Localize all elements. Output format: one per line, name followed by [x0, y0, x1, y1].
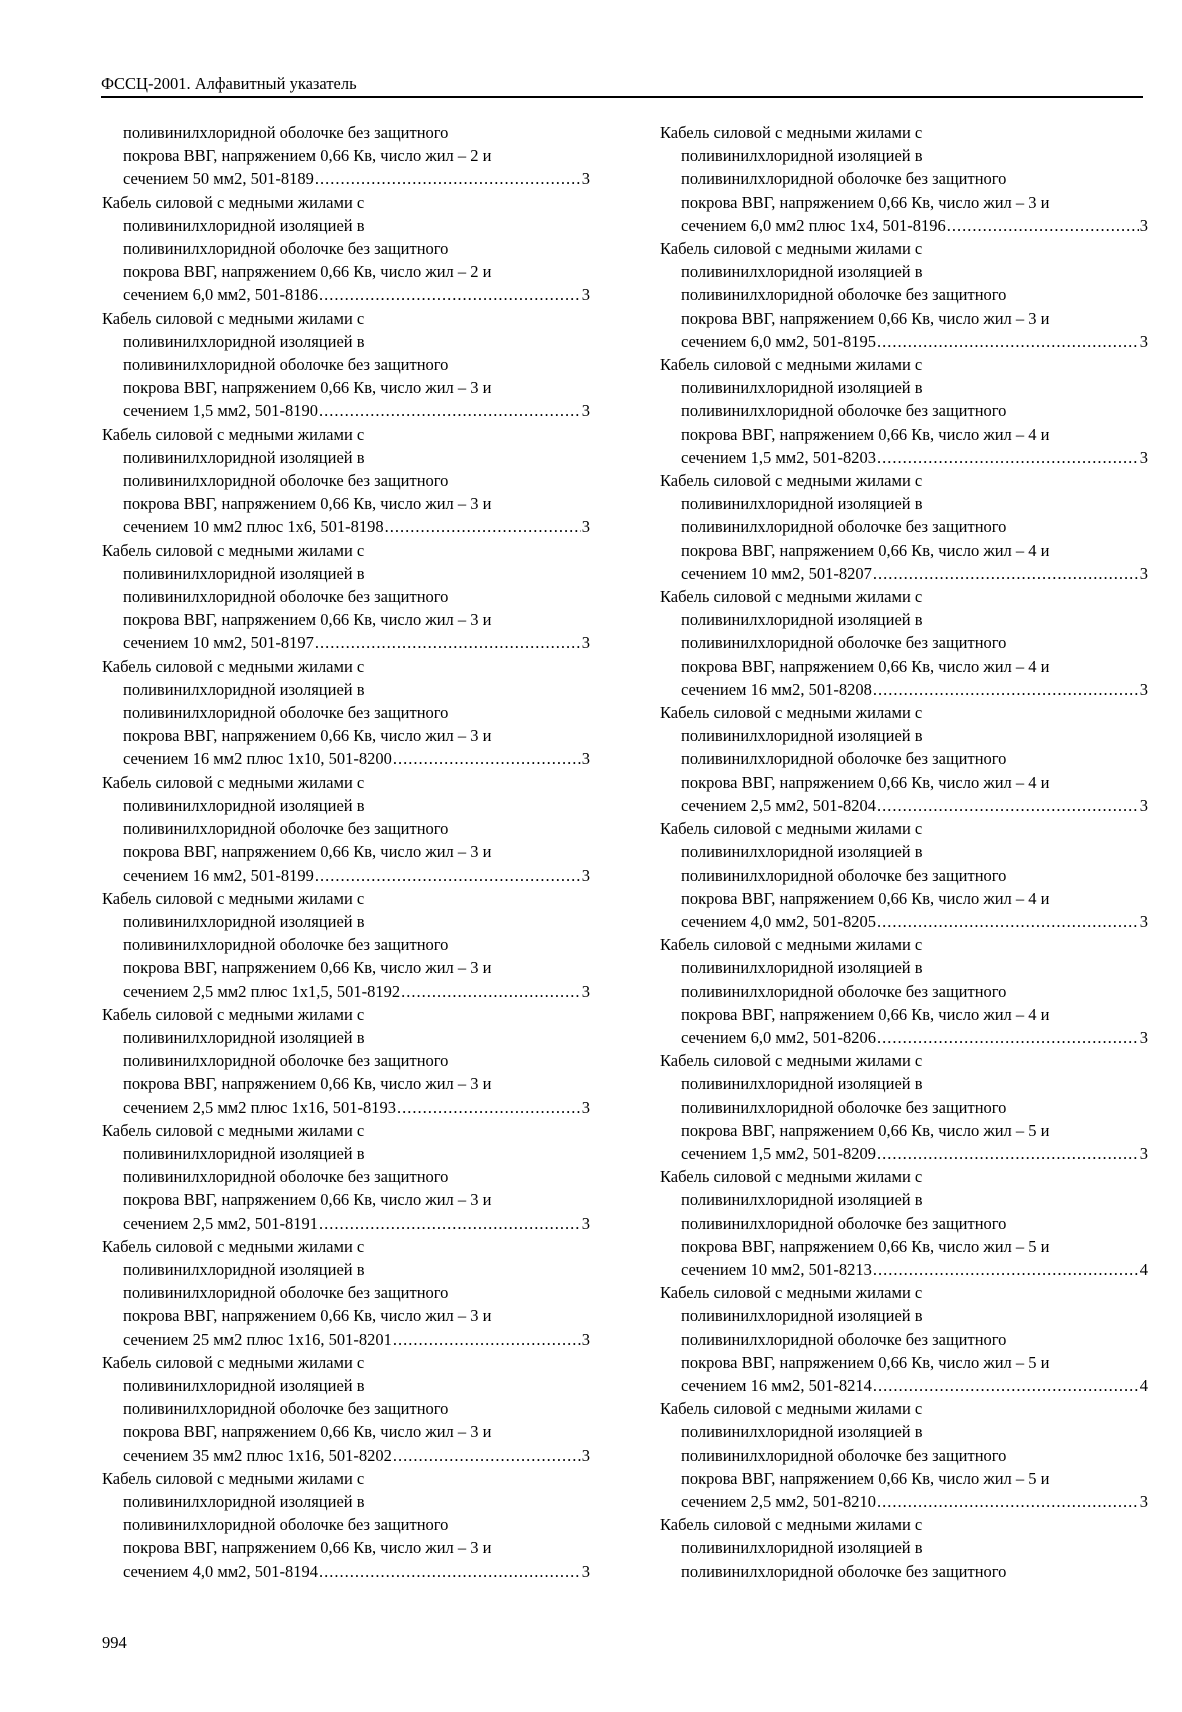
entry-text: сечением 2,5 мм2 плюс 1х16, 501-8193: [123, 1097, 396, 1117]
entry-line: поливинилхлоридной изоляцией в: [681, 1074, 923, 1094]
entry-line: покрова ВВГ, напряжением 0,66 Кв, число жил – 5 и: [681, 1468, 1050, 1488]
index-entry: [660, 1049, 1148, 1165]
header-title: ФССЦ-2001. Алфавитный указатель: [101, 74, 357, 93]
entry-line: поливинилхлоридной оболочке без защитного: [681, 1097, 1007, 1117]
dot-leader: [401, 980, 581, 1003]
entry-page-ref: 3: [581, 1213, 590, 1233]
entry-line: поливинилхлоридной оболочке без защитного: [123, 703, 449, 723]
entry-line: поливинилхлоридной оболочке без защитного: [681, 981, 1007, 1001]
entry-last-line: [102, 1560, 590, 1583]
entry-line: покрова ВВГ, напряжением 0,66 Кв, число жил – 4 и: [681, 540, 1050, 560]
entry-last-line: [102, 980, 590, 1003]
entry-line: Кабель силовой с медными жилами с: [102, 308, 365, 328]
entry-line: поливинилхлоридной оболочке без защитного: [681, 517, 1007, 537]
entry-line: покрова ВВГ, напряжением 0,66 Кв, число жил – 3 и: [681, 308, 1050, 328]
entry-line: Кабель силовой с медными жилами с: [660, 1167, 923, 1187]
entry-page-ref: 3: [1139, 331, 1148, 351]
entry-text: сечением 10 мм2 плюс 1х6, 501-8198: [123, 517, 384, 537]
entry-text: сечением 4,0 мм2, 501-8194: [123, 1561, 318, 1581]
entry-line: поливинилхлоридной оболочке без защитного: [681, 1561, 1007, 1581]
entry-line: поливинилхлоридной изоляцией в: [123, 215, 365, 235]
entry-line: поливинилхлоридной изоляцией в: [123, 1143, 365, 1163]
entry-text: сечением 10 мм2, 501-8207: [681, 563, 872, 583]
entry-text: сечением 50 мм2, 501-8189: [123, 169, 314, 189]
dot-leader: [877, 1026, 1139, 1049]
entry-line: поливинилхлоридной изоляцией в: [681, 1538, 923, 1558]
entry-line: поливинилхлоридной изоляцией в: [123, 1027, 365, 1047]
entry-text: сечением 16 мм2, 501-8214: [681, 1375, 872, 1395]
entry-page-ref: 3: [581, 633, 590, 653]
entry-line: поливинилхлоридной изоляцией в: [681, 1306, 923, 1326]
entry-line: Кабель силовой с медными жилами с: [102, 1004, 365, 1024]
entry-text: сечением 35 мм2 плюс 1х16, 501-8202: [123, 1445, 392, 1465]
entry-line: Кабель силовой с медными жилами с: [102, 888, 365, 908]
entry-line: покрова ВВГ, напряжением 0,66 Кв, число жил – 3 и: [681, 192, 1050, 212]
entry-text: сечением 6,0 мм2, 501-8206: [681, 1027, 876, 1047]
index-entry: [660, 933, 1148, 1049]
entry-line: Кабель силовой с медными жилами с: [102, 1236, 365, 1256]
entry-line: Кабель силовой с медными жилами с: [660, 819, 923, 839]
entry-page-ref: 3: [581, 1561, 590, 1581]
dot-leader: [393, 1444, 581, 1467]
entry-page-ref: 3: [1139, 795, 1148, 815]
entry-page-ref: 3: [1139, 215, 1148, 235]
entry-page-ref: 3: [581, 981, 590, 1001]
entry-page-ref: 3: [581, 285, 590, 305]
entry-text: сечением 16 мм2 плюс 1х10, 501-8200: [123, 749, 392, 769]
entry-last-line: [660, 1490, 1148, 1513]
dot-leader: [873, 1258, 1139, 1281]
entry-line: покрова ВВГ, напряжением 0,66 Кв, число жил – 5 и: [681, 1236, 1050, 1256]
entry-last-line: [660, 1142, 1148, 1165]
dot-leader: [877, 446, 1139, 469]
entry-line: поливинилхлоридной изоляцией в: [681, 726, 923, 746]
entry-line: поливинилхлоридной изоляцией в: [681, 958, 923, 978]
entry-last-line: [660, 910, 1148, 933]
index-entry: [660, 237, 1148, 353]
entry-page-ref: 3: [1139, 679, 1148, 699]
entry-line: поливинилхлоридной оболочке без защитного: [123, 1051, 449, 1071]
dot-leader: [319, 399, 581, 422]
entry-line: Кабель силовой с медными жилами с: [660, 123, 923, 142]
entry-text: сечением 6,0 мм2 плюс 1х4, 501-8196: [681, 215, 946, 235]
entry-line: покрова ВВГ, напряжением 0,66 Кв, число жил – 5 и: [681, 1120, 1050, 1140]
index-column-right: [660, 121, 1148, 1583]
entry-last-line: [660, 562, 1148, 585]
entry-last-line: [660, 794, 1148, 817]
entry-text: сечением 10 мм2, 501-8197: [123, 633, 314, 653]
entry-page-ref: 3: [1139, 1143, 1148, 1163]
entry-page-ref: 3: [581, 517, 590, 537]
dot-leader: [873, 562, 1139, 585]
dot-leader: [397, 1096, 581, 1119]
dot-leader: [873, 678, 1139, 701]
index-entry: [102, 121, 590, 191]
entry-line: поливинилхлоридной изоляцией в: [123, 795, 365, 815]
entry-text: сечением 6,0 мм2, 501-8186: [123, 285, 318, 305]
entry-line: поливинилхлоридной изоляцией в: [123, 447, 365, 467]
index-entry: [102, 423, 590, 539]
index-entry: [660, 353, 1148, 469]
index-entry: [102, 307, 590, 423]
index-entry: [660, 585, 1148, 701]
entry-line: поливинилхлоридной оболочке без защитного: [123, 1283, 449, 1303]
entry-text: сечением 1,5 мм2, 501-8190: [123, 401, 318, 421]
entry-last-line: [660, 214, 1148, 237]
index-entry: [660, 701, 1148, 817]
dot-leader: [385, 515, 581, 538]
entry-line: Кабель силовой с медными жилами с: [660, 1283, 923, 1303]
entry-text: сечением 2,5 мм2, 501-8191: [123, 1213, 318, 1233]
entry-line: поливинилхлоридной оболочке без защитного: [681, 633, 1007, 653]
entry-line: поливинилхлоридной изоляцией в: [681, 494, 923, 514]
entry-page-ref: 3: [1139, 447, 1148, 467]
dot-leader: [315, 167, 581, 190]
index-entry: [102, 1467, 590, 1583]
entry-line: покрова ВВГ, напряжением 0,66 Кв, число жил – 2 и: [123, 262, 492, 282]
dot-leader: [877, 1142, 1139, 1165]
entry-last-line: [102, 515, 590, 538]
dot-leader: [319, 283, 581, 306]
entry-page-ref: 3: [581, 1445, 590, 1465]
entry-line: поливинилхлоридной оболочке без защитного: [123, 935, 449, 955]
entry-text: сечением 25 мм2 плюс 1х16, 501-8201: [123, 1329, 392, 1349]
entry-line: покрова ВВГ, напряжением 0,66 Кв, число жил – 3 и: [123, 842, 492, 862]
entry-page-ref: 3: [1139, 911, 1148, 931]
entry-line: покрова ВВГ, напряжением 0,66 Кв, число жил – 4 и: [681, 888, 1050, 908]
dot-leader: [393, 1328, 581, 1351]
entry-line: поливинилхлоридной оболочке без защитного: [123, 1399, 449, 1419]
entry-last-line: [660, 1026, 1148, 1049]
index-entry: [102, 1003, 590, 1119]
entry-text: сечением 6,0 мм2, 501-8195: [681, 331, 876, 351]
entry-page-ref: 3: [581, 1097, 590, 1117]
entry-line: Кабель силовой с медными жилами с: [102, 772, 365, 792]
entry-last-line: [660, 446, 1148, 469]
entry-line: поливинилхлоридной изоляцией в: [681, 1190, 923, 1210]
entry-line: поливинилхлоридной изоляцией в: [681, 146, 923, 166]
entry-last-line: [102, 1444, 590, 1467]
dot-leader: [315, 864, 581, 887]
index-entry: [660, 1165, 1148, 1281]
entry-line: поливинилхлоридной изоляцией в: [681, 378, 923, 398]
entry-line: поливинилхлоридной изоляцией в: [123, 1375, 365, 1395]
entry-last-line: [102, 1096, 590, 1119]
entry-line: покрова ВВГ, напряжением 0,66 Кв, число жил – 3 и: [123, 378, 492, 398]
entry-line: поливинилхлоридной оболочке без защитного: [123, 587, 449, 607]
entry-last-line: [102, 1328, 590, 1351]
entry-line: поливинилхлоридной изоляцией в: [681, 610, 923, 630]
entry-line: поливинилхлоридной изоляцией в: [123, 1259, 365, 1279]
entry-text: сечением 4,0 мм2, 501-8205: [681, 911, 876, 931]
entry-page-ref: 3: [1139, 1027, 1148, 1047]
index-entry: [660, 1513, 1148, 1583]
entry-page-ref: 4: [1139, 1259, 1148, 1279]
entry-page-ref: 3: [1139, 563, 1148, 583]
index-entry: [660, 1397, 1148, 1513]
entry-last-line: [102, 747, 590, 770]
entry-line: поливинилхлоридной оболочке без защитного: [123, 239, 449, 259]
entry-line: Кабель силовой с медными жилами с: [660, 355, 923, 375]
dot-leader: [315, 631, 581, 654]
page-number: 994: [102, 1633, 127, 1652]
entry-line: поливинилхлоридной изоляцией в: [123, 911, 365, 931]
entry-line: покрова ВВГ, напряжением 0,66 Кв, число жил – 3 и: [123, 1306, 492, 1326]
entry-line: поливинилхлоридной оболочке без защитного: [681, 169, 1007, 189]
entry-last-line: [102, 283, 590, 306]
dot-leader: [877, 330, 1139, 353]
entry-line: покрова ВВГ, напряжением 0,66 Кв, число жил – 5 и: [681, 1352, 1050, 1372]
entry-page-ref: 4: [1139, 1375, 1148, 1395]
index-entry: [102, 771, 590, 887]
entry-text: сечением 10 мм2, 501-8213: [681, 1259, 872, 1279]
entry-line: Кабель силовой с медными жилами с: [660, 587, 923, 607]
entry-text: сечением 2,5 мм2, 501-8204: [681, 795, 876, 815]
entry-line: Кабель силовой с медными жилами с: [102, 656, 365, 676]
entry-last-line: [102, 631, 590, 654]
entry-line: поливинилхлоридной изоляцией в: [123, 563, 365, 583]
entry-line: поливинилхлоридной изоляцией в: [123, 1491, 365, 1511]
entry-page-ref: 3: [581, 1329, 590, 1349]
dot-leader: [319, 1212, 581, 1235]
entry-line: Кабель силовой с медными жилами с: [660, 471, 923, 491]
entry-line: поливинилхлоридной оболочке без защитного: [123, 355, 449, 375]
dot-leader: [877, 910, 1139, 933]
entry-line: поливинилхлоридной оболочке без защитного: [681, 1213, 1007, 1233]
entry-line: Кабель силовой с медными жилами с: [660, 1051, 923, 1071]
entry-line: поливинилхлоридной изоляцией в: [123, 679, 365, 699]
entry-text: сечением 16 мм2, 501-8199: [123, 865, 314, 885]
entry-line: покрова ВВГ, напряжением 0,66 Кв, число жил – 3 и: [123, 958, 492, 978]
index-entry: [660, 817, 1148, 933]
entry-line: поливинилхлоридной оболочке без защитного: [123, 471, 449, 491]
entry-line: поливинилхлоридной оболочке без защитного: [681, 1329, 1007, 1349]
index-column-left: [102, 121, 590, 1583]
entry-line: поливинилхлоридной изоляцией в: [123, 331, 365, 351]
entry-page-ref: 3: [1139, 1491, 1148, 1511]
entry-line: покрова ВВГ, напряжением 0,66 Кв, число жил – 3 и: [123, 494, 492, 514]
entry-text: сечением 16 мм2, 501-8208: [681, 679, 872, 699]
entry-last-line: [660, 678, 1148, 701]
entry-line: Кабель силовой с медными жилами с: [102, 1468, 365, 1488]
index-entry: [102, 887, 590, 1003]
index-entry: [102, 1235, 590, 1351]
index-entry: [660, 469, 1148, 585]
entry-line: покрова ВВГ, напряжением 0,66 Кв, число жил – 4 и: [681, 424, 1050, 444]
entry-text: сечением 2,5 мм2, 501-8210: [681, 1491, 876, 1511]
entry-line: поливинилхлоридной оболочке без защитного: [681, 865, 1007, 885]
entry-line: поливинилхлоридной оболочке без защитного: [681, 1445, 1007, 1465]
dot-leader: [877, 1490, 1139, 1513]
entry-line: поливинилхлоридной изоляцией в: [681, 842, 923, 862]
index-entry: [102, 1119, 590, 1235]
entry-line: Кабель силовой с медными жилами с: [660, 703, 923, 723]
entry-line: покрова ВВГ, напряжением 0,66 Кв, число жил – 3 и: [123, 1074, 492, 1094]
entry-line: поливинилхлоридной оболочке без защитного: [681, 401, 1007, 421]
entry-line: Кабель силовой с медными жилами с: [102, 192, 365, 212]
entry-line: поливинилхлоридной изоляцией в: [681, 262, 923, 282]
entry-line: Кабель силовой с медными жилами с: [102, 424, 365, 444]
entry-line: Кабель силовой с медными жилами с: [660, 935, 923, 955]
entry-last-line: [660, 1374, 1148, 1397]
dot-leader: [393, 747, 581, 770]
entry-line: поливинилхлоридной оболочке без защитного: [123, 1515, 449, 1535]
entry-last-line: [660, 1258, 1148, 1281]
entry-line: покрова ВВГ, напряжением 0,66 Кв, число жил – 3 и: [123, 1422, 492, 1442]
entry-line: поливинилхлоридной изоляцией в: [681, 1422, 923, 1442]
entry-line: Кабель силовой с медными жилами с: [660, 1399, 923, 1419]
dot-leader: [319, 1560, 581, 1583]
entry-text: сечением 1,5 мм2, 501-8209: [681, 1143, 876, 1163]
entry-last-line: [102, 864, 590, 887]
entry-line: поливинилхлоридной оболочке без защитного: [681, 749, 1007, 769]
entry-text: сечением 2,5 мм2 плюс 1х1,5, 501-8192: [123, 981, 401, 1001]
dot-leader: [873, 1374, 1139, 1397]
entry-line: покрова ВВГ, напряжением 0,66 Кв, число жил – 3 и: [123, 1190, 492, 1210]
entry-last-line: [660, 330, 1148, 353]
entry-page-ref: 3: [581, 865, 590, 885]
entry-line: покрова ВВГ, напряжением 0,66 Кв, число жил – 4 и: [681, 772, 1050, 792]
index-entry: [102, 1351, 590, 1467]
entry-line: Кабель силовой с медными жилами с: [102, 540, 365, 560]
entry-page-ref: 3: [581, 401, 590, 421]
entry-line: покрова ВВГ, напряжением 0,66 Кв, число жил – 3 и: [123, 1538, 492, 1558]
entry-line: покрова ВВГ, напряжением 0,66 Кв, число жил – 3 и: [123, 610, 492, 630]
entry-text: сечением 1,5 мм2, 501-8203: [681, 447, 876, 467]
entry-line: покрова ВВГ, напряжением 0,66 Кв, число жил – 4 и: [681, 656, 1050, 676]
running-header: [101, 66, 1143, 98]
entry-page-ref: 3: [581, 169, 590, 189]
entry-line: поливинилхлоридной оболочке без защитного: [123, 1167, 449, 1187]
dot-leader: [947, 214, 1139, 237]
index-entry: [102, 539, 590, 655]
entry-line: поливинилхлоридной оболочке без защитного: [123, 819, 449, 839]
entry-line: покрова ВВГ, напряжением 0,66 Кв, число жил – 2 и: [123, 146, 492, 166]
index-entry: [660, 1281, 1148, 1397]
index-entry: [102, 655, 590, 771]
entry-line: Кабель силовой с медными жилами с: [102, 1120, 365, 1140]
entry-line: Кабель силовой с медными жилами с: [660, 239, 923, 259]
entry-last-line: [102, 1212, 590, 1235]
entry-page-ref: 3: [581, 749, 590, 769]
entry-line: поливинилхлоридной оболочке без защитного: [123, 123, 449, 142]
entry-last-line: [102, 399, 590, 422]
index-entry: [102, 191, 590, 307]
entry-line: покрова ВВГ, напряжением 0,66 Кв, число жил – 4 и: [681, 1004, 1050, 1024]
entry-line: Кабель силовой с медными жилами с: [660, 1515, 923, 1535]
index-entry: [660, 121, 1148, 237]
entry-line: покрова ВВГ, напряжением 0,66 Кв, число жил – 3 и: [123, 726, 492, 746]
dot-leader: [877, 794, 1139, 817]
entry-line: Кабель силовой с медными жилами с: [102, 1352, 365, 1372]
entry-line: поливинилхлоридной оболочке без защитного: [681, 285, 1007, 305]
entry-last-line: [102, 167, 590, 190]
